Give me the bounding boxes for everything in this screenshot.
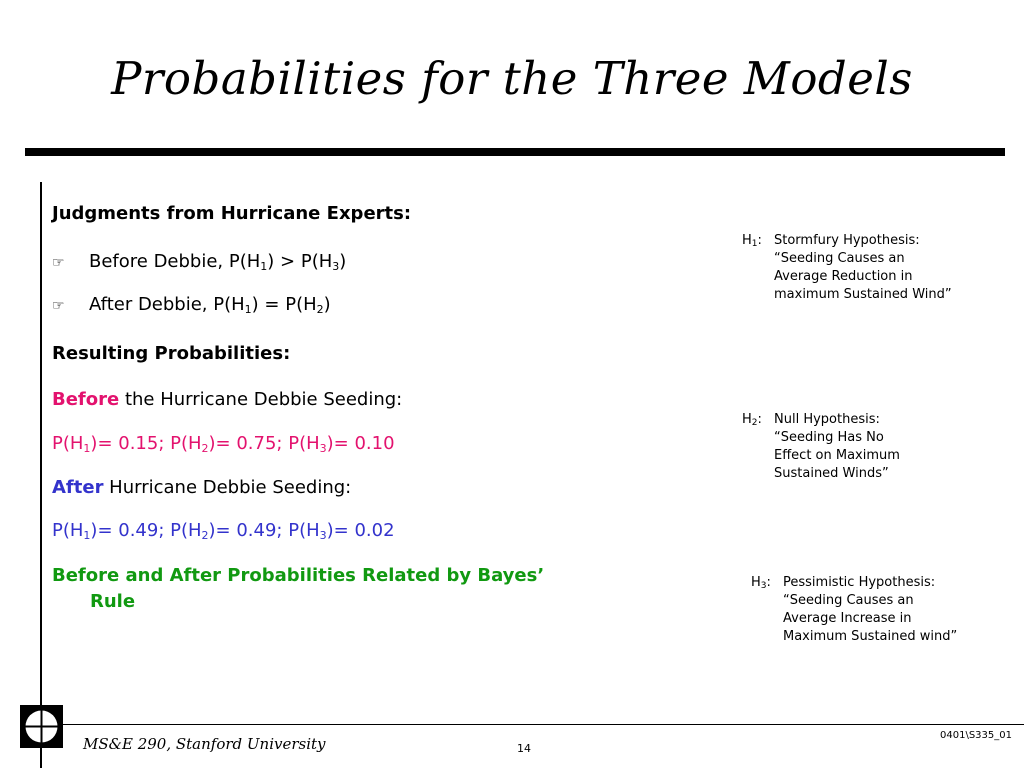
- hypothesis-h2-line-1: Null Hypothesis:: [774, 412, 880, 427]
- before-probabilities: $P(H_1)= 0.15$; $P(H_2)= 0.75$; $P(H_3)= 0.10$: [52, 433, 395, 455]
- hypothesis-h1-line-4: maximum Sustained Wind”: [774, 287, 952, 302]
- hypothesis-h1-line-3: Average Reduction in: [774, 269, 913, 284]
- pointing-hand-icon: ☞: [52, 298, 65, 314]
- after-heading: After Hurricane Debbie Seeding:: [52, 477, 352, 498]
- crosshair-logo-icon: [20, 705, 63, 748]
- footer-course: MS&E 290, Stanford University: [83, 735, 326, 753]
- hypothesis-h3-line-2: “Seeding Causes an: [783, 593, 914, 608]
- pointing-hand-icon: ☞: [52, 255, 65, 271]
- after-probabilities: $P(H_1)= 0.49$; $P(H_2)= 0.49$; $P(H_3)= 0.02$: [52, 520, 395, 542]
- before-heading: Before the Hurricane Debbie Seeding:: [52, 389, 403, 410]
- results-heading: Resulting Probabilities:: [52, 343, 291, 364]
- hypothesis-h3-line-4: Maximum Sustained wind”: [783, 629, 958, 644]
- footer-slide-code: 0401\S335_01: [940, 730, 1012, 741]
- hypothesis-h1-line-2: “Seeding Causes an: [774, 251, 905, 266]
- hypothesis-h3-line-1: Pessimistic Hypothesis:: [783, 575, 936, 590]
- title-underline: [25, 148, 1005, 156]
- slide-title: Probabilities for the Three Models: [111, 52, 913, 105]
- footer-rule: [40, 724, 1024, 725]
- experts-heading: Judgments from Hurricane Experts:: [52, 203, 412, 224]
- hypothesis-h1-line-1: Stormfury Hypothesis:: [774, 233, 920, 248]
- hypothesis-h2-line-4: Sustained Winds”: [774, 466, 889, 481]
- bayes-line-1: Before and After Probabilities Related by Bayes’: [52, 565, 545, 586]
- hypothesis-h3-line-3: Average Increase in: [783, 611, 912, 626]
- bayes-line-2: Rule: [90, 591, 136, 612]
- hypothesis-h2-line-2: “Seeding Has No: [774, 430, 884, 445]
- hypothesis-h2-line-3: Effect on Maximum: [774, 448, 900, 463]
- left-vertical-rule: [40, 182, 42, 768]
- footer-page-number: 14: [517, 742, 531, 755]
